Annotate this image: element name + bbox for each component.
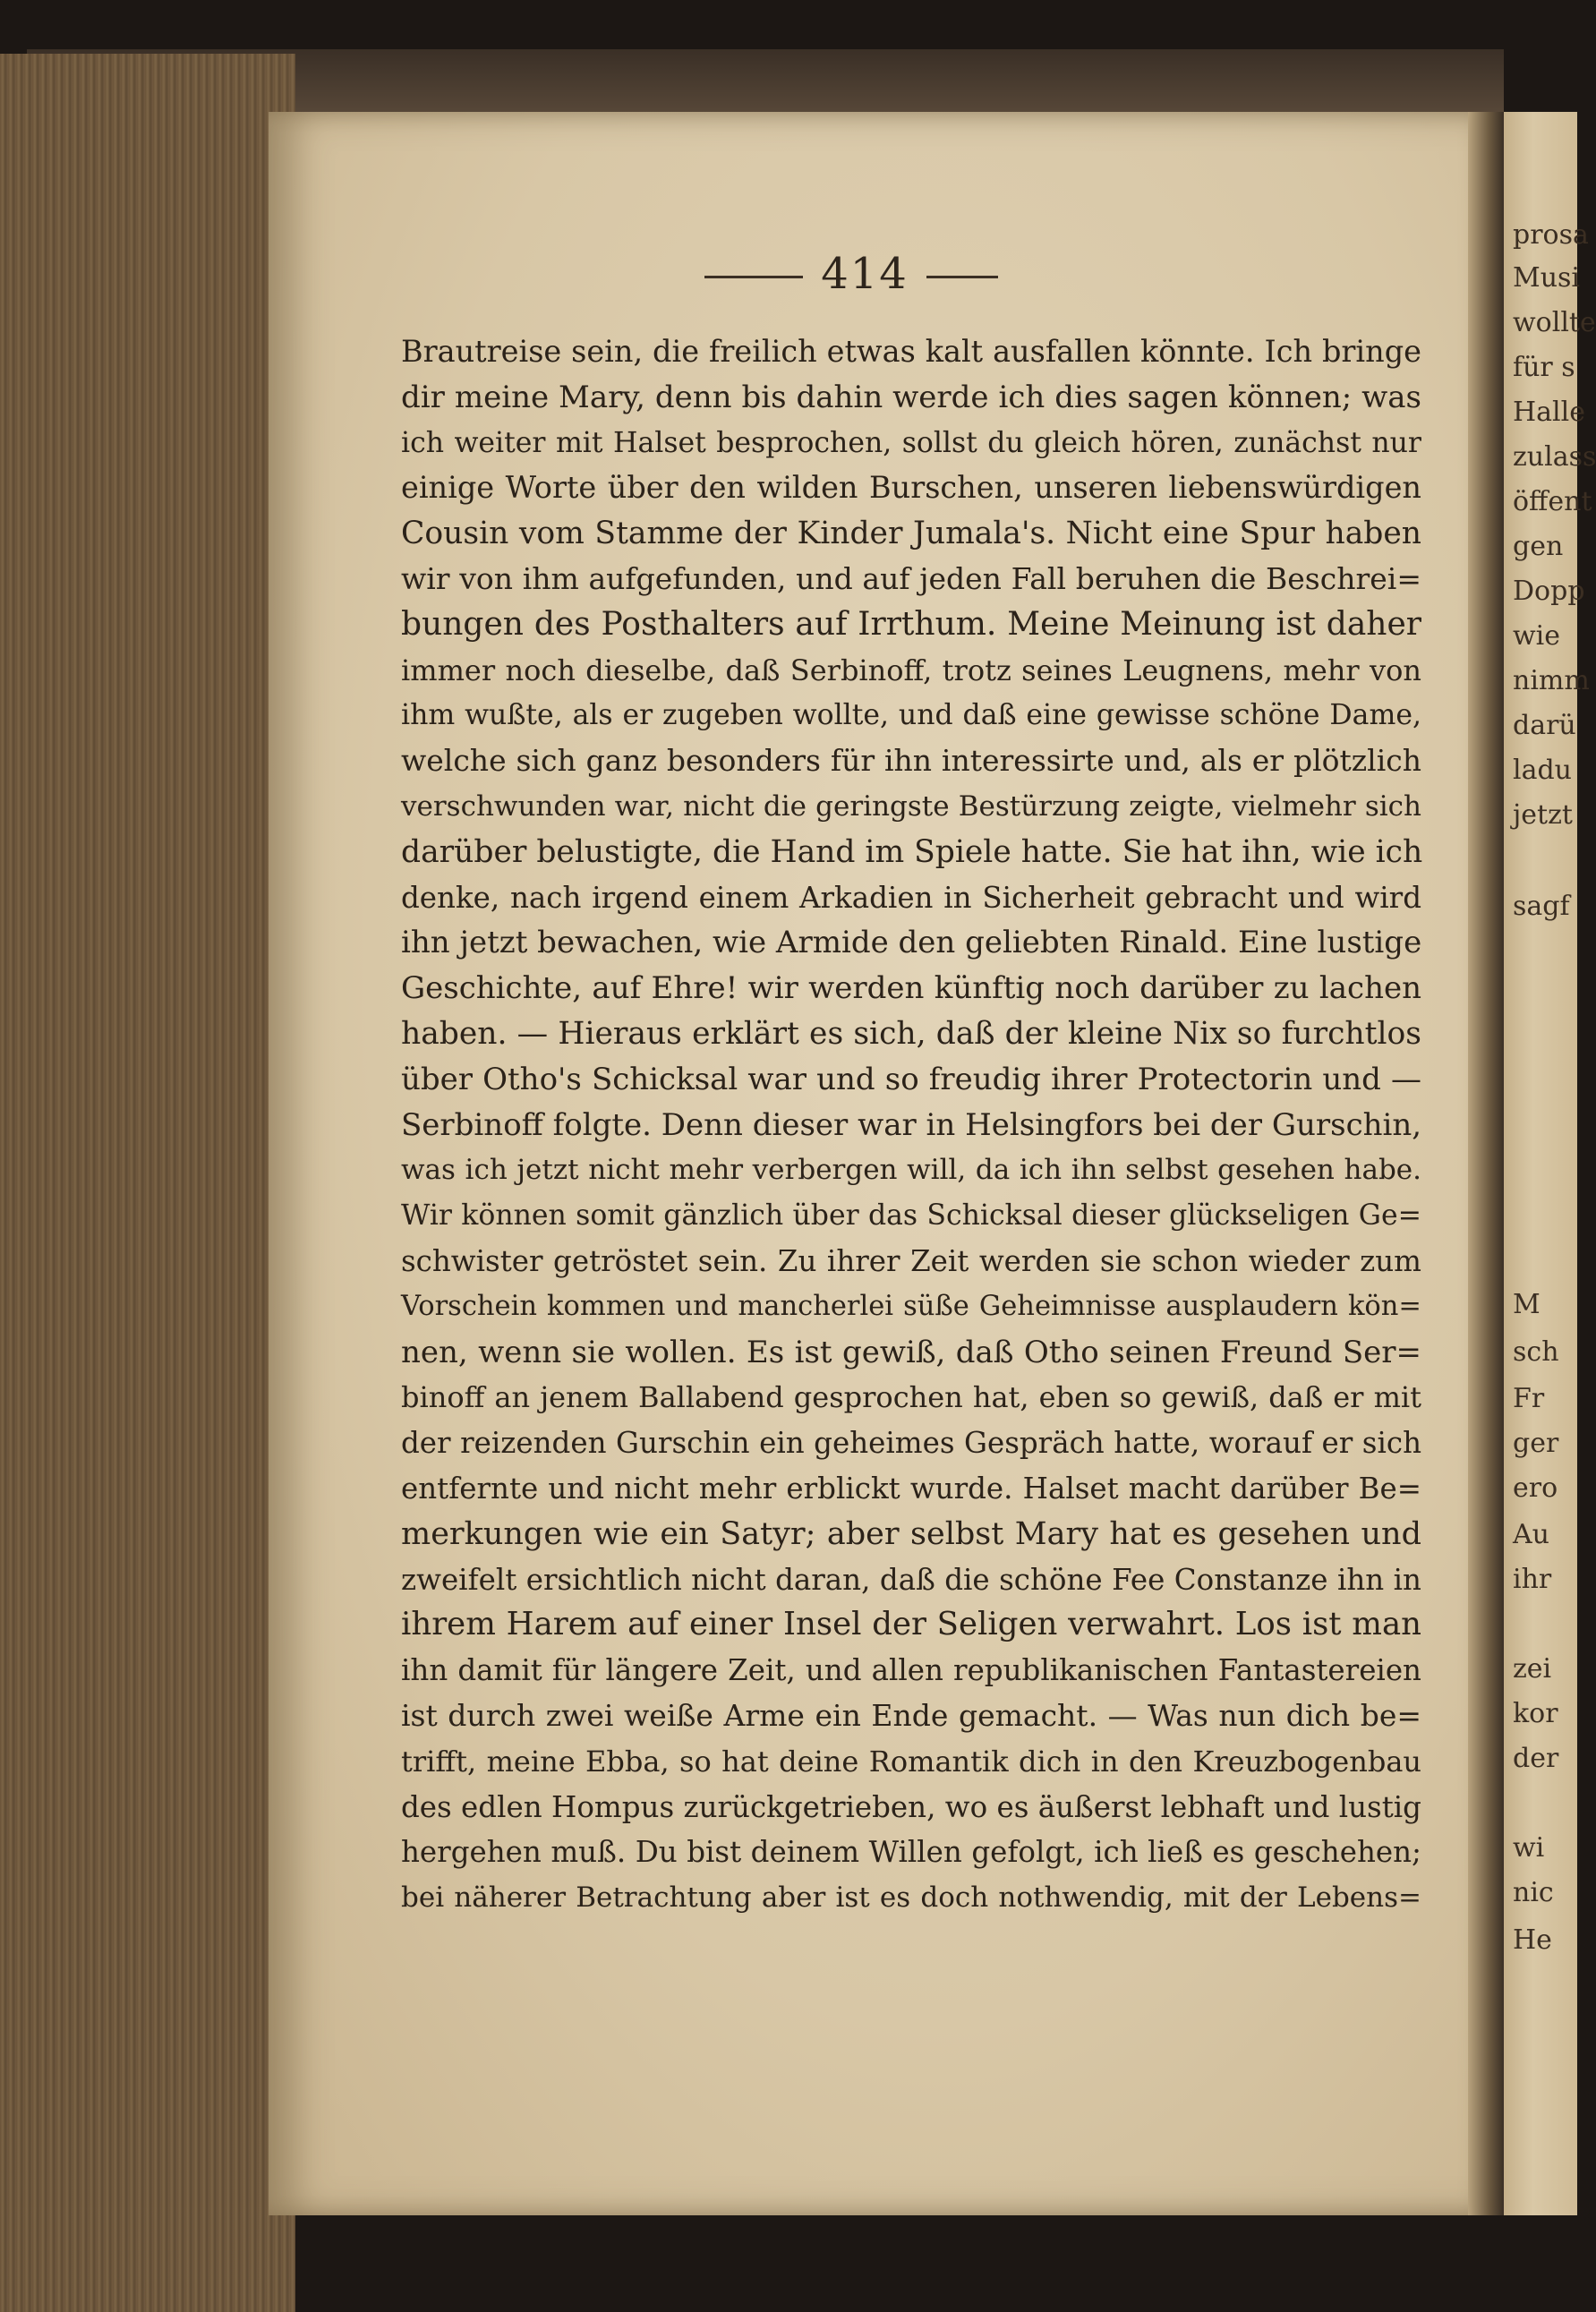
- text-line: einige Worte über den wilden Burschen, unseren liebenswürdigen: [401, 470, 1421, 506]
- adjacent-page-fragment: zei: [1513, 1653, 1552, 1685]
- text-line: haben. — Hieraus erklärt es sich, daß der kleine Nix so furchtlos: [401, 1015, 1421, 1052]
- text-line: Geschichte, auf Ehre! wir werden künftig noch darüber zu lachen: [401, 970, 1421, 1007]
- text-line: Brautreise sein, die freilich etwas kalt ausfallen könnte. Ich bringe: [401, 334, 1421, 369]
- adjacent-page-fragment: sagf: [1513, 891, 1570, 922]
- text-line: Vorschein kommen und mancherlei süße Geheimnisse ausplaudern kön=: [401, 1290, 1421, 1322]
- adjacent-page-fragment: darü: [1513, 710, 1576, 741]
- adjacent-page-fragment: nic: [1513, 1877, 1554, 1908]
- text-line: ihrem Harem auf einer Insel der Seligen verwahrt. Los ist man: [401, 1606, 1421, 1643]
- adjacent-page-fragment: prosa: [1513, 219, 1589, 251]
- book-page-edges: [0, 54, 295, 2312]
- adjacent-page-fragment: He: [1513, 1924, 1552, 1956]
- text-line: Cousin vom Stamme der Kinder Jumala's. Nicht eine Spur haben: [401, 516, 1421, 552]
- text-line: was ich jetzt nicht mehr verbergen will, da ich ihn selbst gesehen habe.: [401, 1154, 1421, 1187]
- adjacent-page-fragment: zulass: [1513, 441, 1596, 473]
- text-line: entfernte und nicht mehr erblickt wurde. Halset macht darüber Be=: [401, 1471, 1421, 1506]
- adjacent-page-fragment: der: [1513, 1743, 1559, 1774]
- text-line: wir von ihm aufgefunden, und auf jeden Fall beruhen die Beschrei=: [401, 560, 1421, 596]
- page-number-text: 414: [821, 249, 909, 299]
- adjacent-page-fragment: Musi: [1513, 262, 1581, 294]
- text-line: immer noch dieselbe, daß Serbinoff, trotz seines Leugnens, mehr von: [401, 653, 1421, 687]
- text-line: Wir können somit gänzlich über das Schicksal dieser glückseligen Ge=: [401, 1199, 1421, 1233]
- text-line: trifft, meine Ebba, so hat deine Romantik dich in den Kreuzbogenbau: [401, 1744, 1421, 1779]
- adjacent-page-fragment: Fr: [1513, 1383, 1545, 1414]
- text-line: bungen des Posthalters auf Irrthum. Meine Meinung ist daher: [401, 605, 1421, 643]
- text-line: zweifelt ersichtlich nicht daran, daß die schöne Fee Constanze ihn in: [401, 1562, 1421, 1597]
- text-line: des edlen Hompus zurückgetrieben, wo es äußerst lebhaft und lustig: [401, 1789, 1421, 1824]
- adjacent-page-fragment: Au: [1513, 1519, 1549, 1550]
- text-line: ich weiter mit Halset besprochen, sollst du gleich hören, zunächst nur: [401, 426, 1421, 459]
- adjacent-page-fragment: Halle: [1513, 397, 1585, 428]
- adjacent-page-fragment: öffent: [1513, 486, 1592, 517]
- text-line: darüber belustigte, die Hand im Spiele hatte. Sie hat ihn, wie ich: [401, 833, 1423, 870]
- adjacent-page-fragment: ero: [1513, 1472, 1558, 1504]
- text-line: ihn jetzt bewachen, wie Armide den geliebten Rinald. Eine lustige: [401, 925, 1422, 961]
- text-line: dir meine Mary, denn bis dahin werde ich dies sagen können; was: [401, 379, 1421, 415]
- adjacent-page-fragment: sch: [1513, 1336, 1559, 1368]
- text-line: nen, wenn sie wollen. Es ist gewiß, daß Otho seinen Freund Ser=: [401, 1334, 1421, 1370]
- text-line: Serbinoff folgte. Denn dieser war in Helsingfors bei der Gurschin,: [401, 1106, 1422, 1143]
- page-number: [0, 249, 1577, 299]
- text-line: verschwunden war, nicht die geringste Bestürzung zeigte, vielmehr sich: [401, 789, 1421, 823]
- adjacent-page-fragment: wollte: [1513, 307, 1596, 338]
- adjacent-page-fragment: ger: [1513, 1428, 1559, 1459]
- adjacent-page-fragment: für s: [1513, 352, 1575, 383]
- adjacent-page-fragment: kor: [1513, 1698, 1558, 1729]
- adjacent-page: [1504, 112, 1596, 2215]
- adjacent-page-fragment: jetzt: [1513, 799, 1573, 831]
- text-line: der reizenden Gurschin ein geheimes Gespräch hatte, worauf er sich: [401, 1426, 1421, 1461]
- book-gutter: [1468, 112, 1504, 2215]
- adjacent-page-fragment: M: [1513, 1289, 1541, 1320]
- page-number-dash: [704, 276, 803, 278]
- text-line: denke, nach irgend einem Arkadien in Sicherheit gebracht und wird: [401, 880, 1421, 915]
- adjacent-page-fragment: ladu: [1513, 755, 1573, 786]
- text-line: über Otho's Schicksal war und so freudig ihrer Protectorin und —: [401, 1061, 1421, 1097]
- text-line: hergehen muß. Du bist deinem Willen gefolgt, ich ließ es geschehen;: [401, 1835, 1421, 1870]
- adjacent-page-fragment: ihr: [1513, 1564, 1552, 1595]
- page-number-dash: [926, 276, 998, 278]
- text-line: schwister getröstet sein. Zu ihrer Zeit werden sie schon wieder zum: [401, 1243, 1421, 1278]
- adjacent-page-fragment: Dopp: [1513, 576, 1585, 607]
- adjacent-page-fragment: nimm: [1513, 665, 1590, 696]
- text-line: binoff an jenem Ballabend gesprochen hat, eben so gewiß, daß er mit: [401, 1380, 1421, 1415]
- text-line: ihm wußte, als er zugeben wollte, und daß eine gewisse schöne Dame,: [401, 699, 1421, 732]
- text-line: merkungen wie ein Satyr; aber selbst Mary hat es gesehen und: [401, 1515, 1421, 1552]
- body-text: [401, 329, 1421, 1921]
- text-line: ist durch zwei weiße Arme ein Ende gemacht. — Was nun dich be=: [401, 1697, 1421, 1733]
- text-line: ihn damit für längere Zeit, und allen republikanischen Fantastereien: [401, 1653, 1421, 1688]
- adjacent-page-fragment: wie: [1513, 620, 1561, 652]
- text-line: bei näherer Betrachtung aber ist es doch nothwendig, mit der Lebens=: [401, 1881, 1421, 1915]
- adjacent-page-fragment: wi: [1513, 1832, 1545, 1864]
- adjacent-page-fragment: gen: [1513, 531, 1564, 562]
- text-line: welche sich ganz besonders für ihn interessirte und, als er plötzlich: [401, 743, 1421, 779]
